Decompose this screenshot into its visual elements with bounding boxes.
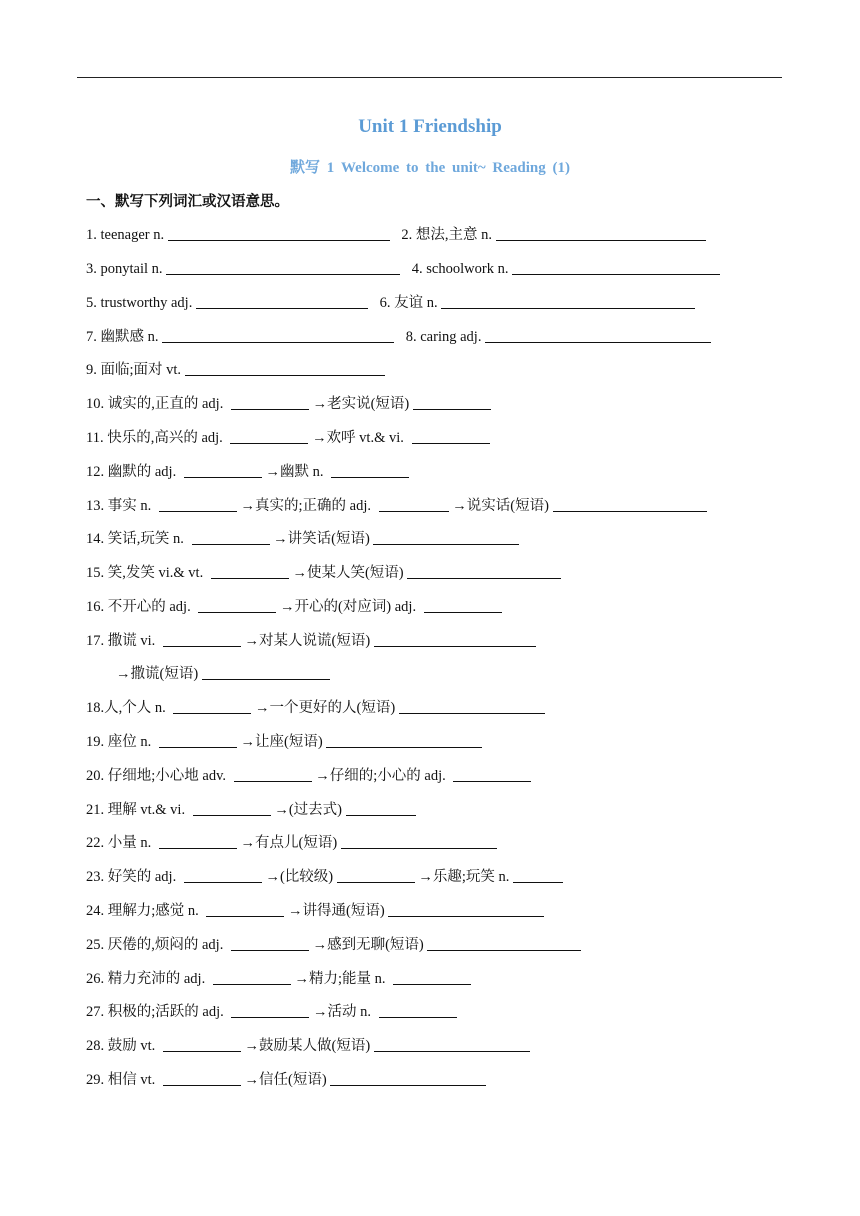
answer-blank[interactable] (231, 935, 309, 951)
exercise-row (86, 224, 706, 246)
exercise-row (86, 326, 711, 348)
answer-blank[interactable] (198, 597, 276, 613)
item-prompt: 14. 笑话,玩笑 n. (86, 531, 184, 547)
answer-blank[interactable] (166, 259, 400, 275)
answer-blank[interactable] (496, 225, 706, 241)
item-prompt: 16. 不开心的 adj. (86, 599, 191, 615)
item-prompt: →感到无聊(短语) (312, 937, 424, 953)
answer-blank[interactable] (453, 766, 531, 782)
exercise-row (86, 292, 695, 314)
item-prompt: 3. ponytail n. (86, 261, 163, 277)
item-prompt: →活动 n. (313, 1004, 371, 1020)
exercise-row (86, 258, 720, 280)
header-rule (77, 77, 782, 78)
item-prompt: 21. 理解 vt.& vi. (86, 802, 186, 818)
item-prompt: 6. 友谊 n. (379, 295, 438, 311)
answer-blank[interactable] (159, 833, 237, 849)
item-prompt: 2. 想法,主意 n. (401, 227, 492, 243)
answer-blank[interactable] (399, 698, 545, 714)
item-prompt: 17. 撒谎 vi. (86, 633, 156, 649)
answer-blank[interactable] (206, 901, 284, 917)
answer-blank[interactable] (211, 563, 289, 579)
answer-blank[interactable] (513, 867, 563, 883)
answer-blank[interactable] (393, 969, 471, 985)
answer-blank[interactable] (163, 1036, 241, 1052)
item-prompt: 23. 好笑的 adj. (86, 869, 177, 885)
exercise-row (86, 866, 563, 888)
item-prompt: →真实的;正确的 adj. (240, 498, 371, 514)
answer-blank[interactable] (163, 1070, 241, 1086)
answer-blank[interactable] (512, 259, 720, 275)
exercise-row (86, 968, 471, 990)
item-prompt: 25. 厌倦的,烦闷的 adj. (86, 937, 224, 953)
exercise-row (86, 799, 416, 821)
answer-blank[interactable] (424, 597, 502, 613)
answer-blank[interactable] (441, 293, 695, 309)
item-prompt: 4. schoolwork n. (411, 261, 509, 277)
item-prompt: →撒谎(短语) (116, 666, 199, 682)
exercise-row (86, 1035, 530, 1057)
answer-blank[interactable] (230, 428, 308, 444)
answer-blank[interactable] (184, 867, 262, 883)
answer-blank[interactable] (184, 462, 262, 478)
answer-blank[interactable] (196, 293, 368, 309)
exercise-row (86, 731, 482, 753)
item-prompt: 24. 理解力;感觉 n. (86, 903, 199, 919)
answer-blank[interactable] (213, 969, 291, 985)
exercise-row (86, 596, 502, 618)
item-prompt: →说实话(短语) (452, 498, 549, 514)
answer-blank[interactable] (341, 833, 497, 849)
item-prompt: 29. 相信 vt. (86, 1072, 156, 1088)
answer-blank[interactable] (330, 1070, 486, 1086)
answer-blank[interactable] (373, 529, 519, 545)
item-prompt: 27. 积极的;活跃的 adj. (86, 1004, 224, 1020)
answer-blank[interactable] (388, 901, 544, 917)
exercise-row (86, 630, 536, 652)
page-title: Unit 1 Friendship (358, 116, 502, 137)
item-prompt: 7. 幽默感 n. (86, 329, 159, 345)
answer-blank[interactable] (185, 360, 385, 376)
answer-blank[interactable] (374, 1036, 530, 1052)
exercise-row (86, 562, 561, 584)
answer-blank[interactable] (168, 225, 390, 241)
exercise-row (86, 528, 519, 550)
item-prompt: →精力;能量 n. (294, 971, 386, 987)
answer-blank[interactable] (162, 327, 394, 343)
exercise-row (86, 765, 531, 787)
answer-blank[interactable] (412, 428, 490, 444)
item-prompt: →信任(短语) (244, 1072, 327, 1088)
item-prompt: →使某人笑(短语) (292, 565, 404, 581)
answer-blank[interactable] (159, 496, 237, 512)
answer-blank[interactable] (159, 732, 237, 748)
answer-blank[interactable] (193, 800, 271, 816)
answer-blank[interactable] (553, 496, 707, 512)
answer-blank[interactable] (163, 631, 241, 647)
answer-blank[interactable] (427, 935, 581, 951)
item-prompt: →讲笑话(短语) (273, 531, 370, 547)
item-prompt: →有点儿(短语) (240, 835, 338, 851)
item-prompt: 12. 幽默的 adj. (86, 464, 177, 480)
item-prompt: 28. 鼓励 vt. (86, 1038, 156, 1054)
exercise-row (86, 427, 490, 449)
exercise-row (86, 495, 707, 517)
item-prompt: 5. trustworthy adj. (86, 295, 193, 311)
item-prompt: →对某人说谎(短语) (244, 633, 371, 649)
exercise-row (86, 832, 497, 854)
exercise-row (86, 1069, 486, 1091)
item-prompt: →讲得通(短语) (288, 903, 385, 919)
answer-blank[interactable] (173, 698, 251, 714)
exercise-row (86, 359, 385, 381)
section-heading: 一、默写下列词汇或汉语意思。 (86, 194, 289, 210)
item-prompt: 15. 笑,发笑 vi.& vt. (86, 565, 204, 581)
item-prompt: 11. 快乐的,高兴的 adj. (86, 430, 223, 446)
item-prompt: 8. caring adj. (405, 329, 482, 345)
exercise-row (86, 393, 491, 415)
answer-blank[interactable] (413, 394, 491, 410)
exercise-row (86, 934, 581, 956)
item-prompt: 19. 座位 n. (86, 734, 152, 750)
answer-blank[interactable] (485, 327, 711, 343)
item-prompt: →鼓励某人做(短语) (244, 1038, 371, 1054)
item-prompt: →欢呼 vt.& vi. (312, 430, 404, 446)
exercise-row (86, 697, 545, 719)
item-prompt: →幽默 n. (265, 464, 324, 480)
answer-blank[interactable] (331, 462, 409, 478)
item-prompt: →一个更好的人(短语) (255, 700, 396, 716)
item-prompt: 22. 小量 n. (86, 835, 152, 851)
exercise-row (86, 1001, 457, 1023)
answer-blank[interactable] (234, 766, 312, 782)
answer-blank[interactable] (231, 394, 309, 410)
item-prompt: 18.人,个人 n. (86, 700, 166, 716)
item-prompt: →仔细的;小心的 adj. (315, 768, 446, 784)
answer-blank[interactable] (379, 496, 449, 512)
item-prompt: 13. 事实 n. (86, 498, 152, 514)
answer-blank[interactable] (346, 800, 416, 816)
answer-blank[interactable] (379, 1002, 457, 1018)
answer-blank[interactable] (326, 732, 482, 748)
item-prompt: 10. 诚实的,正直的 adj. (86, 396, 224, 412)
answer-blank[interactable] (192, 529, 270, 545)
exercise-row (86, 461, 409, 483)
item-prompt: →让座(短语) (240, 734, 323, 750)
answer-blank[interactable] (407, 563, 561, 579)
page-subtitle: 默写 1 Welcome to the unit~ Reading (1) (289, 160, 571, 176)
item-prompt: →(比较级) (265, 869, 334, 885)
item-prompt: 1. teenager n. (86, 227, 165, 243)
item-prompt: 26. 精力充沛的 adj. (86, 971, 206, 987)
item-prompt: 20. 仔细地;小心地 adv. (86, 768, 227, 784)
exercise-row (86, 900, 544, 922)
item-prompt: →开心的(对应词) adj. (279, 599, 417, 615)
answer-blank[interactable] (374, 631, 536, 647)
answer-blank[interactable] (337, 867, 415, 883)
exercise-row (116, 663, 330, 685)
item-prompt: →乐趣;玩笑 n. (418, 869, 510, 885)
item-prompt: →(过去式) (274, 802, 343, 818)
item-prompt: 9. 面临;面对 vt. (86, 362, 182, 378)
answer-blank[interactable] (231, 1002, 309, 1018)
answer-blank[interactable] (202, 664, 330, 680)
item-prompt: →老实说(短语) (312, 396, 410, 412)
